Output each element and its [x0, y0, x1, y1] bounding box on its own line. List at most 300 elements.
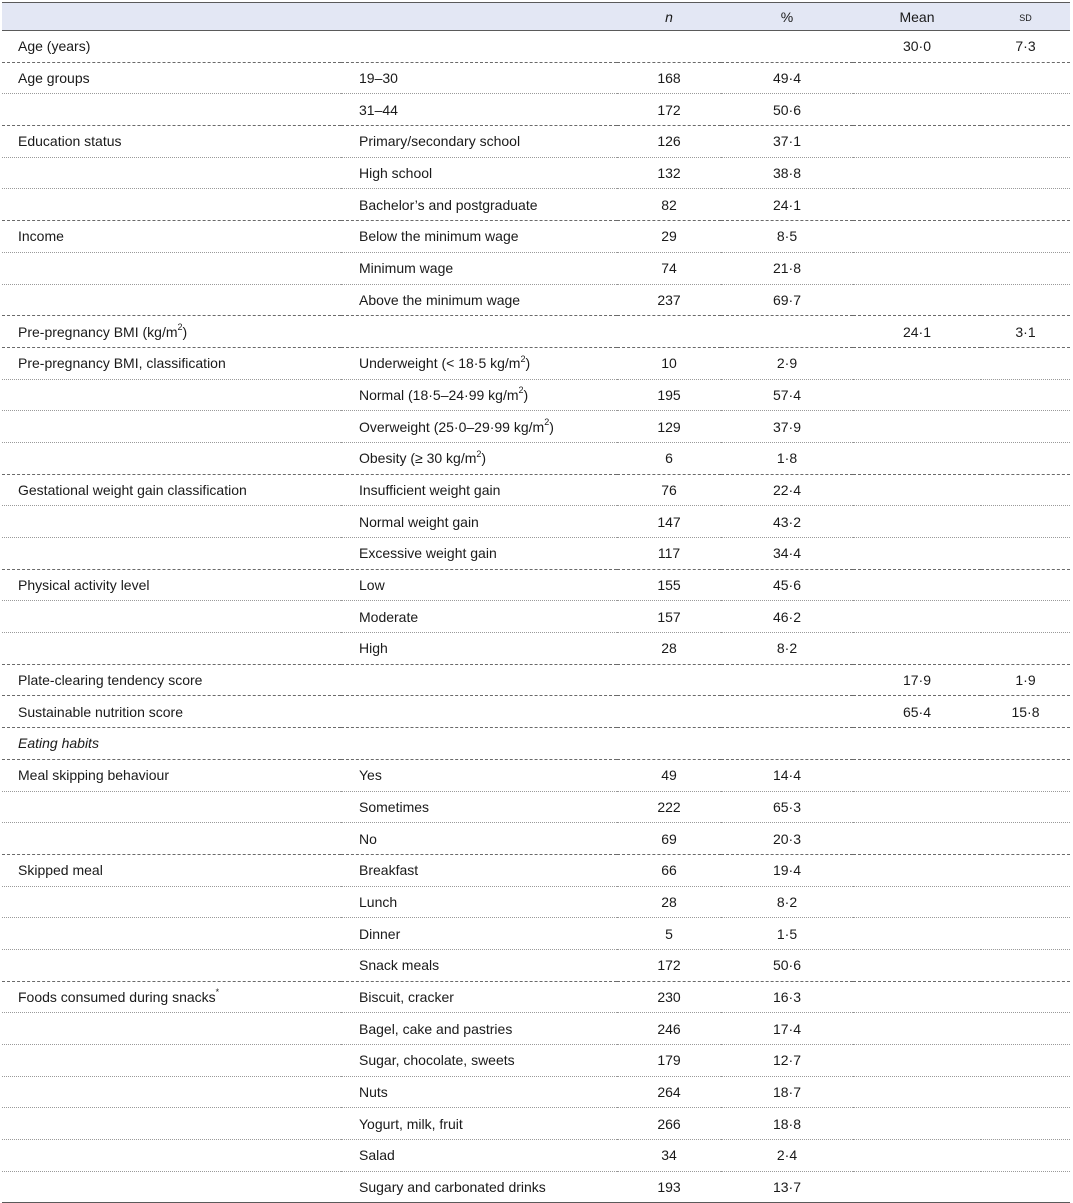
row-n: [617, 918, 721, 950]
row-category-text: Sometimes: [359, 798, 430, 815]
row-mean: [853, 252, 981, 284]
row-percent-text: 24·1: [772, 196, 802, 213]
row-percent: [721, 918, 853, 950]
row-n-text: 264: [657, 1084, 681, 1101]
row-category: [341, 1013, 617, 1045]
table-row: [2, 442, 1070, 474]
table-row: [2, 284, 1070, 316]
row-label-superscript: *: [215, 987, 220, 998]
row-percent-text: 69·7: [772, 291, 802, 308]
row-percent-text: 14·4: [772, 767, 802, 784]
row-n-text: 66: [661, 862, 677, 879]
row-mean: [853, 1076, 981, 1108]
row-n-text: 266: [657, 1115, 681, 1132]
row-label-text: Pre-pregnancy BMI, classification: [18, 355, 226, 372]
row-percent-text: 46·2: [772, 608, 802, 625]
row-category: [341, 347, 617, 379]
row-mean: [853, 854, 981, 886]
row-label: [2, 347, 341, 379]
row-n-text: 129: [657, 418, 681, 435]
row-category: [341, 664, 617, 696]
row-label-text: Skipped meal: [18, 862, 103, 879]
row-n: [617, 126, 721, 158]
table-body: [2, 31, 1070, 1203]
row-category-text: Dinner: [359, 925, 401, 942]
row-category: [341, 379, 617, 411]
row-mean: [853, 126, 981, 158]
row-label: [2, 506, 341, 538]
table-row: [2, 949, 1070, 981]
row-category: [341, 918, 617, 950]
row-percent-text: 19·4: [772, 862, 802, 879]
row-n-text: 179: [657, 1052, 681, 1069]
row-label: [2, 221, 341, 253]
row-category: [341, 1108, 617, 1140]
row-mean: [853, 1171, 981, 1203]
row-n: [617, 62, 721, 94]
row-percent-text: 45·6: [772, 577, 802, 594]
row-percent: [721, 442, 853, 474]
row-n: [617, 1171, 721, 1203]
row-label: [2, 981, 341, 1013]
table-row: [2, 94, 1070, 126]
row-label: [2, 696, 341, 728]
row-n-text: 126: [657, 133, 681, 150]
row-category: [341, 854, 617, 886]
row-category: [341, 62, 617, 94]
row-n-text: 193: [657, 1179, 681, 1196]
row-mean: [853, 981, 981, 1013]
row-n-text: 49: [661, 767, 677, 784]
row-sd: [981, 1013, 1070, 1045]
row-sd: [981, 157, 1070, 189]
row-n-text: 10: [661, 355, 677, 372]
row-mean: [853, 949, 981, 981]
row-percent: [721, 1140, 853, 1172]
row-n-text: 28: [661, 893, 677, 910]
row-sd-text: 3·1: [1015, 323, 1036, 340]
table-row: [2, 411, 1070, 443]
row-label: [2, 538, 341, 570]
row-label-text: Gestational weight gain classification: [18, 481, 247, 498]
row-label-text: Eating habits: [18, 735, 99, 752]
table-row: [2, 538, 1070, 570]
row-mean: [853, 918, 981, 950]
row-percent: [721, 31, 853, 63]
row-mean: [853, 664, 981, 696]
row-n-text: 117: [657, 545, 681, 562]
row-n: [617, 316, 721, 348]
row-n-text: 246: [657, 1020, 681, 1037]
row-label: [2, 601, 341, 633]
row-mean-text: 24·1: [902, 323, 932, 340]
row-category: [341, 411, 617, 443]
characteristics-table: [2, 2, 1070, 1203]
row-sd: [981, 1108, 1070, 1140]
row-category-suffix: ): [549, 418, 554, 435]
row-category-superscript: 2: [518, 385, 524, 396]
row-label: [2, 1171, 341, 1203]
row-category: [341, 506, 617, 538]
row-n: [617, 1045, 721, 1077]
row-percent-text: 8·2: [776, 893, 798, 910]
row-n: [617, 221, 721, 253]
row-n: [617, 379, 721, 411]
row-n-text: 29: [661, 228, 677, 245]
row-percent: [721, 252, 853, 284]
row-mean: [853, 347, 981, 379]
row-mean-text: 65·4: [902, 703, 932, 720]
row-percent-text: 18·7: [772, 1084, 802, 1101]
row-percent-text: 50·6: [772, 957, 802, 974]
row-percent: [721, 284, 853, 316]
row-category-text: Normal (18·5–24·99 kg/m: [359, 386, 519, 403]
table-row: [2, 1013, 1070, 1045]
row-n-text: 168: [657, 70, 681, 87]
row-category: [341, 538, 617, 570]
table-row: [2, 31, 1070, 63]
table-row: [2, 1076, 1070, 1108]
row-percent: [721, 949, 853, 981]
row-percent: [721, 696, 853, 728]
row-sd: [981, 284, 1070, 316]
row-category-text: No: [359, 830, 377, 847]
row-n: [617, 1140, 721, 1172]
row-n: [617, 633, 721, 665]
row-label-text: Age groups: [18, 70, 90, 87]
header-category: [341, 3, 617, 31]
row-label: [2, 94, 341, 126]
row-n: [617, 886, 721, 918]
row-percent: [721, 601, 853, 633]
row-percent-text: 2·9: [776, 355, 798, 372]
row-category: [341, 474, 617, 506]
row-label-superscript: 2: [177, 321, 183, 332]
row-sd: [981, 1076, 1070, 1108]
row-mean: [853, 823, 981, 855]
row-label-suffix: ): [182, 323, 188, 340]
table-row: [2, 886, 1070, 918]
row-n: [617, 696, 721, 728]
header-row: [2, 3, 1070, 31]
row-label: [2, 823, 341, 855]
table-row: [2, 664, 1070, 696]
row-percent: [721, 981, 853, 1013]
row-sd: [981, 696, 1070, 728]
table-row: [2, 221, 1070, 253]
row-percent-text: 13·7: [772, 1179, 802, 1196]
row-n: [617, 823, 721, 855]
table-row: [2, 62, 1070, 94]
row-category: [341, 442, 617, 474]
row-sd: [981, 664, 1070, 696]
row-n-text: 74: [661, 260, 677, 277]
row-sd: [981, 791, 1070, 823]
table-row: [2, 696, 1070, 728]
row-n: [617, 157, 721, 189]
row-n: [617, 506, 721, 538]
row-category-superscript: 2: [476, 448, 482, 459]
row-percent: [721, 94, 853, 126]
row-percent-text: 21·8: [772, 260, 802, 277]
row-n: [617, 791, 721, 823]
row-category-text: Low: [359, 577, 385, 594]
row-category: [341, 252, 617, 284]
row-sd: [981, 918, 1070, 950]
row-category: [341, 633, 617, 665]
row-category: [341, 1045, 617, 1077]
row-label: [2, 854, 341, 886]
table-header: [2, 3, 1070, 31]
row-percent-text: 22·4: [772, 481, 802, 498]
row-percent-text: 18·8: [772, 1115, 802, 1132]
row-sd: [981, 442, 1070, 474]
row-n: [617, 442, 721, 474]
row-sd: [981, 379, 1070, 411]
row-category-suffix: ): [523, 386, 529, 403]
row-category-text: Biscuit, cracker: [359, 988, 454, 1005]
row-label: [2, 252, 341, 284]
row-percent-text: 50·6: [772, 101, 802, 118]
row-percent-text: 16·3: [772, 988, 802, 1005]
row-label: [2, 1013, 341, 1045]
row-mean: [853, 31, 981, 63]
row-percent: [721, 569, 853, 601]
row-category: [341, 221, 617, 253]
row-mean: [853, 886, 981, 918]
row-category-text: High: [359, 640, 388, 657]
row-sd: [981, 316, 1070, 348]
row-sd: [981, 601, 1070, 633]
row-mean-text: 17·9: [902, 672, 932, 689]
row-category-text: Insufficient weight gain: [359, 481, 501, 498]
table-row: [2, 379, 1070, 411]
row-percent: [721, 759, 853, 791]
row-n: [617, 31, 721, 63]
row-n-text: 82: [661, 196, 677, 213]
row-n-text: 230: [657, 988, 681, 1005]
row-label: [2, 126, 341, 158]
row-n-text: 222: [657, 798, 681, 815]
row-category-superscript: 2: [544, 416, 550, 427]
row-n: [617, 601, 721, 633]
row-percent: [721, 1045, 853, 1077]
header-sd: sd: [981, 3, 1070, 31]
row-percent: [721, 791, 853, 823]
row-percent: [721, 854, 853, 886]
row-mean: [853, 1140, 981, 1172]
row-n-text: 172: [657, 957, 681, 974]
row-mean: [853, 728, 981, 760]
row-n: [617, 474, 721, 506]
table-row: [2, 1140, 1070, 1172]
row-category-text: Normal weight gain: [359, 513, 479, 530]
row-category-text: Snack meals: [359, 957, 440, 974]
row-category-text: 19–30: [359, 70, 398, 87]
row-percent-text: 20·3: [772, 830, 802, 847]
row-label-text: Foods consumed during snacks: [18, 988, 216, 1005]
row-sd: [981, 411, 1070, 443]
row-label-text: Age (years): [18, 38, 91, 55]
row-mean: [853, 1045, 981, 1077]
row-n-text: 155: [657, 577, 681, 594]
row-sd: [981, 1140, 1070, 1172]
row-mean: [853, 601, 981, 633]
row-percent-text: 12·7: [772, 1052, 802, 1069]
row-label: [2, 918, 341, 950]
row-sd: [981, 506, 1070, 538]
table-row: [2, 1045, 1070, 1077]
row-category: [341, 949, 617, 981]
row-category-text: Obesity (≥ 30 kg/m: [359, 450, 477, 467]
table-row: [2, 854, 1070, 886]
row-category: [341, 728, 617, 760]
row-percent-text: 34·4: [772, 545, 802, 562]
row-label: [2, 569, 341, 601]
row-mean: [853, 189, 981, 221]
row-label: [2, 728, 341, 760]
table-row: [2, 791, 1070, 823]
table-row: [2, 506, 1070, 538]
row-label-text: Physical activity level: [18, 577, 150, 594]
row-category: [341, 759, 617, 791]
row-sd: [981, 474, 1070, 506]
row-category-text: Overweight (25·0–29·99 kg/m: [359, 418, 545, 435]
row-percent-text: 8·5: [776, 228, 798, 245]
row-n-text: 5: [665, 925, 673, 942]
row-category-text: Salad: [359, 1147, 395, 1164]
row-mean: [853, 1013, 981, 1045]
row-percent-text: 8·2: [776, 640, 798, 657]
table-row: [2, 316, 1070, 348]
table-row: [2, 157, 1070, 189]
row-label: [2, 474, 341, 506]
row-percent: [721, 62, 853, 94]
row-n: [617, 854, 721, 886]
table-row: [2, 189, 1070, 221]
row-n-text: 28: [661, 640, 677, 657]
row-category-text: Minimum wage: [359, 260, 454, 277]
row-category: [341, 1171, 617, 1203]
row-label-text: Meal skipping behaviour: [18, 767, 169, 784]
row-category: [341, 981, 617, 1013]
row-category-text: Moderate: [359, 608, 419, 625]
header-variable: [2, 3, 341, 31]
header-mean: Mean: [853, 3, 981, 31]
row-mean: [853, 791, 981, 823]
table-row: [2, 981, 1070, 1013]
row-n: [617, 284, 721, 316]
table-row: [2, 474, 1070, 506]
row-sd: [981, 569, 1070, 601]
row-percent: [721, 1076, 853, 1108]
row-category-suffix: ): [525, 355, 531, 372]
row-sd-text: 1·9: [1015, 672, 1036, 689]
row-category-text: Primary/secondary school: [359, 133, 521, 150]
row-n: [617, 569, 721, 601]
row-category: [341, 126, 617, 158]
row-n: [617, 189, 721, 221]
row-percent-text: 57·4: [772, 386, 802, 403]
row-percent: [721, 728, 853, 760]
row-percent-text: 43·2: [772, 513, 802, 530]
row-n: [617, 1108, 721, 1140]
row-category: [341, 601, 617, 633]
row-category-text: Underweight (< 18·5 kg/m: [359, 355, 521, 372]
row-sd: [981, 31, 1070, 63]
row-label: [2, 157, 341, 189]
row-category-suffix: ): [481, 450, 487, 467]
row-category-text: Yogurt, milk, fruit: [359, 1115, 463, 1132]
row-sd: [981, 759, 1070, 791]
row-n: [617, 1013, 721, 1045]
row-percent: [721, 1013, 853, 1045]
row-sd: [981, 126, 1070, 158]
row-n-text: 157: [657, 608, 681, 625]
row-mean: [853, 221, 981, 253]
row-sd: [981, 189, 1070, 221]
row-n: [617, 728, 721, 760]
row-category-text: Above the minimum wage: [359, 291, 521, 308]
row-n-text: 132: [657, 165, 681, 182]
table-row: [2, 759, 1070, 791]
row-n-text: 69: [661, 830, 677, 847]
row-label: [2, 949, 341, 981]
row-category: [341, 886, 617, 918]
row-mean: [853, 569, 981, 601]
row-label-text: Education status: [18, 133, 122, 150]
row-label: [2, 442, 341, 474]
table-row: [2, 569, 1070, 601]
row-mean: [853, 62, 981, 94]
row-n: [617, 949, 721, 981]
row-percent: [721, 126, 853, 158]
row-sd: [981, 62, 1070, 94]
row-sd: [981, 949, 1070, 981]
row-mean: [853, 759, 981, 791]
row-percent-text: 38·8: [772, 165, 802, 182]
table-row: [2, 126, 1070, 158]
row-percent: [721, 379, 853, 411]
row-label: [2, 759, 341, 791]
row-sd: [981, 854, 1070, 886]
row-n-text: 172: [657, 101, 681, 118]
row-mean: [853, 157, 981, 189]
row-percent-text: 1·5: [776, 925, 798, 942]
row-percent-text: 65·3: [772, 798, 802, 815]
row-label: [2, 31, 341, 63]
row-label-text: Pre-pregnancy BMI (kg/m: [18, 323, 178, 340]
row-mean: [853, 442, 981, 474]
row-label: [2, 411, 341, 443]
row-n: [617, 1076, 721, 1108]
row-sd: [981, 538, 1070, 570]
row-label: [2, 316, 341, 348]
row-mean: [853, 474, 981, 506]
row-category-text: Bachelor’s and postgraduate: [359, 196, 538, 213]
row-percent-text: 37·1: [772, 133, 802, 150]
row-percent-text: 49·4: [772, 70, 802, 87]
row-percent: [721, 347, 853, 379]
table-row: [2, 823, 1070, 855]
row-n: [617, 252, 721, 284]
row-label: [2, 1140, 341, 1172]
row-percent: [721, 316, 853, 348]
row-n: [617, 759, 721, 791]
row-category: [341, 94, 617, 126]
table-row: [2, 1171, 1070, 1203]
row-category: [341, 696, 617, 728]
